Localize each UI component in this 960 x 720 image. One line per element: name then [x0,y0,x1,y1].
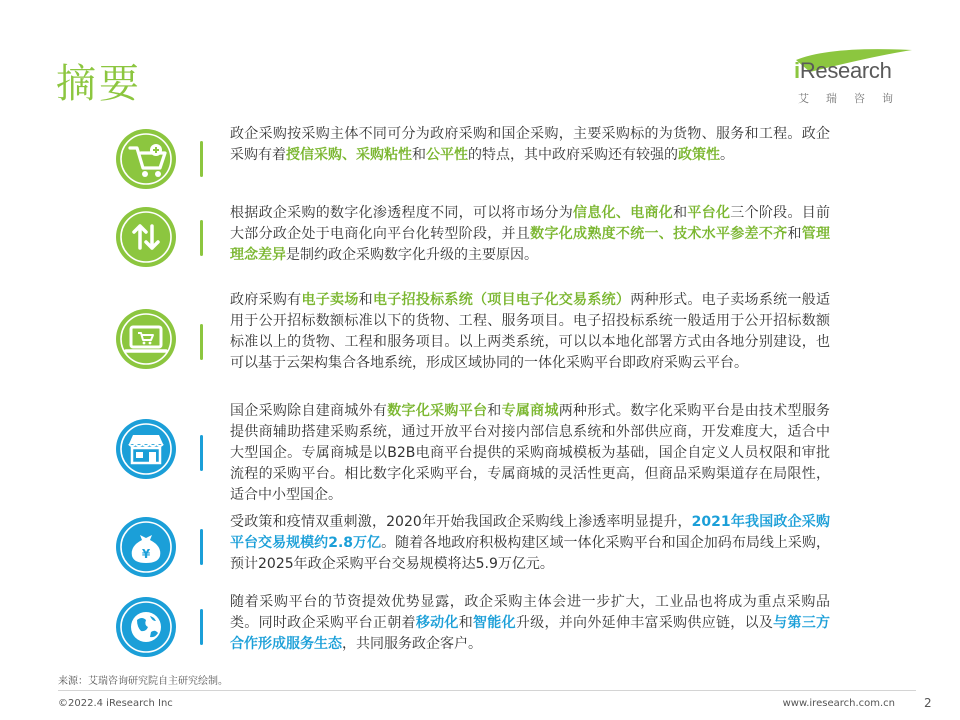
paragraph-text: 和 [673,205,688,221]
paragraph-text: 两种形式。数字化采购平台是由技术型服务提供商辅助搭建采购系统，通过开放平台对接内部信息系统和外部供应商，开发难度大，适合中大型国企。专属商城是以B2B电商平台提供的采购商城模板为基础，国企自定义人员权限和审批流程的采购平台。相比数字化采购平台，专属商城的灵活性更高，但商品采购渠道存在局限性，适合中小型国企。 [230,403,831,503]
copyright-text: ©2022.4 iResearch Inc [58,698,173,709]
paragraph-text: 政企采购按采购主体不同可分为政府采购和国企采购，主要采购标的为货物、服务和工程。政企采购有着 [230,126,830,163]
paragraph-text: 的特点，其中政府采购还有较强的 [468,147,678,163]
iresearch-logo [790,46,916,108]
highlight-text: 授信采购、采购粘性 [286,147,412,163]
paragraph-text: 和 [787,226,802,242]
highlight-text: 数字化采购平台 [387,403,488,419]
highlight-text: 电子招投标系统（项目电子化交易系统） [372,292,631,308]
highlight-text: 智能化 [473,615,516,631]
summary-paragraph [230,124,830,166]
summary-paragraph [230,401,830,506]
highlight-text: 数字化成熟度不统一、技术水平参差不齐 [530,226,788,242]
accent-bar [200,529,203,565]
accent-bar [200,141,203,177]
paragraph-text: 受政策和疫情双重刺激，2020年开始我国政企采购线上渗透率明显提升， [230,514,692,530]
page-number: 2 [924,696,932,710]
logo-subtitle: 艾瑞咨询 [798,92,910,105]
paragraph-text: 。随着各地政府积极构建区域一体化采购平台和国企加码布局线上采购，预计2025年政企采购平台交易规模将达5.9万亿元。 [230,535,830,572]
paragraph-text: 政府采购有 [230,292,302,308]
highlight-text: 政策性 [678,147,720,163]
paragraph-text: 国企采购除自建商城外有 [230,403,388,419]
paragraph-text: 。 [720,147,734,163]
laptop-cart-icon [115,308,177,370]
logo-wordmark [794,58,892,84]
highlight-text: 信息化、电商化 [573,205,674,221]
accent-bar [200,435,203,471]
summary-paragraph [230,203,830,266]
globe-icon [115,596,177,658]
highlight-text: 专属商城 [501,403,559,419]
source-note: 来源：艾瑞咨询研究院自主研究绘制。 [58,676,228,687]
paragraph-text: 根据政企采购的数字化渗透程度不同，可以将市场分为 [230,205,574,221]
accent-bar [200,324,203,360]
highlight-text: 电子卖场 [301,292,359,308]
summary-paragraph [230,512,830,575]
paragraph-text: 三个阶段。目前大部分政企处于电商化向平台化转型阶段，并且 [230,205,831,242]
paragraph-text: 随着采购平台的节资提效优势显露，政企采购主体会进一步扩大，工业品也将成为重点采购品类。同时政企采购平台正朝着 [230,594,830,631]
highlight-text: 与第三方合作形成服务生态 [230,615,831,652]
highlight-text: 管理理念差异 [230,226,831,263]
summary-paragraph [230,592,830,655]
highlight-text: 公平性 [426,147,468,163]
logo-name: Research [799,58,892,83]
logo-prefix: i [794,58,800,83]
page-title: 摘要 [56,61,142,107]
paragraph-text: 两种形式。电子卖场系统一般适用于公开招标数额标准以下的货物、工程、服务项目。电子招投标系统一般适用于公开招标数额标准以上的货物、工程和服务项目。以上两类系统，可以以本地化部署方式由各地分别建设，也可以基于云架构集合各地系统，形成区域协同的一体化采购平台即政府采购云平台。 [230,292,831,371]
website-link[interactable]: www.iresearch.com.cn [782,698,895,709]
accent-bar [200,220,203,256]
storefront-icon [115,418,177,480]
shopping-cart-icon [115,128,177,190]
accent-bar [200,609,203,645]
money-bag-icon [115,516,177,578]
svg-text:¥: ¥ [141,547,151,561]
highlight-text: 2021年我国政企采购平台交易规模约2.8万亿 [230,514,830,551]
paragraph-text: 升级，并向外延伸丰富采购供应链，以及 [515,615,774,631]
paragraph-text: 和 [412,147,426,163]
footer-divider [58,690,916,691]
paragraph-text: 和 [487,403,502,419]
summary-paragraph [230,290,830,374]
paragraph-text: 和 [358,292,373,308]
highlight-text: 移动化 [415,615,459,631]
paragraph-text: ，共同服务政企客户。 [342,636,482,652]
highlight-text: 平台化 [687,205,731,221]
exchange-arrows-icon [115,206,177,268]
paragraph-text: 是制约政企采购数字化升级的主要原因。 [286,247,538,263]
paragraph-text: 和 [458,615,473,631]
